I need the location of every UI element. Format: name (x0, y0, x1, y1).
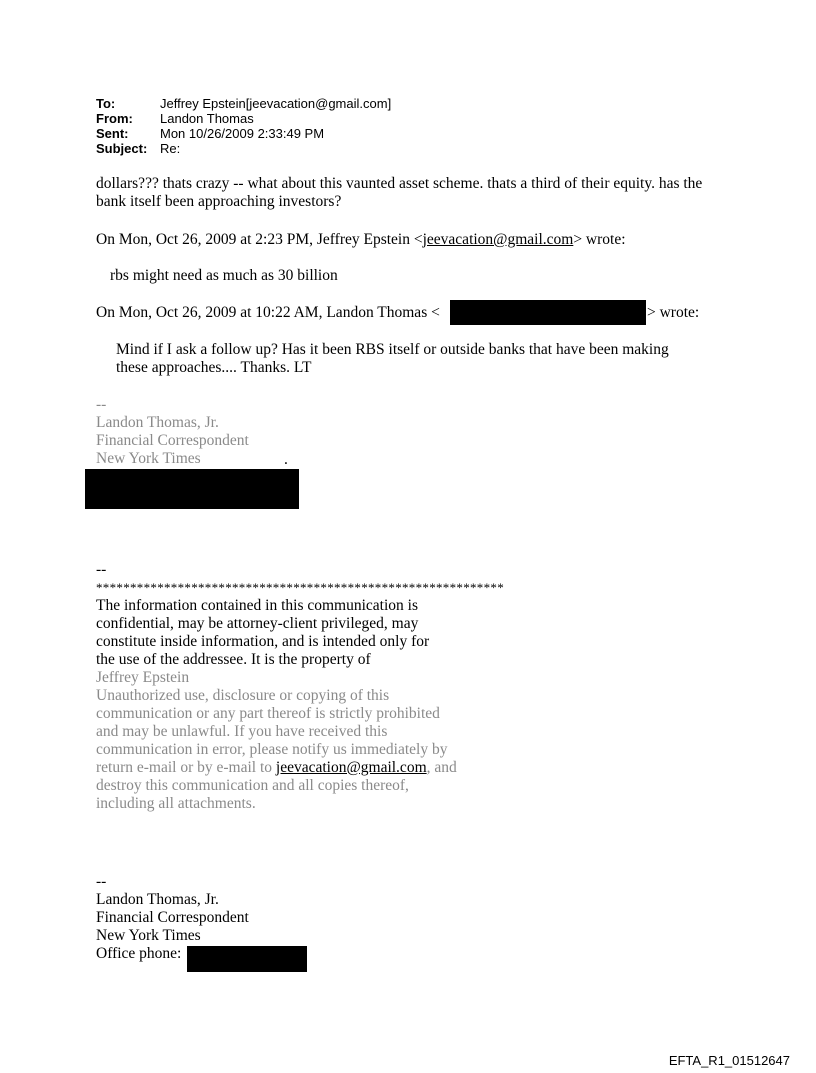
from-label: From: (96, 111, 133, 126)
epstein-message: rbs might need as much as 30 billion (110, 267, 338, 284)
redaction-box (85, 469, 299, 509)
thomas-message-line-2: these approaches.... Thanks. LT (116, 359, 312, 376)
reply-line-2: bank itself been approaching investors? (96, 193, 342, 210)
to-label: To: (96, 96, 116, 111)
subject-value: Re: (160, 141, 181, 156)
disclaimer-line: confidential, may be attorney-client privileged, may (96, 615, 419, 632)
header-to-row (96, 96, 391, 111)
sig1-title: Financial Correspondent (96, 432, 249, 449)
disclaimer-line: communication in error, please notify us immediately by (96, 741, 448, 758)
sent-value: Mon 10/26/2009 2:33:49 PM (160, 126, 325, 141)
quote1-suffix: > wrote: (573, 231, 626, 248)
disclaimer-email-link[interactable]: jeevacation@gmail.com (275, 759, 427, 776)
disclaimer-line: including all attachments. (96, 795, 256, 812)
quote1-prefix: On Mon, Oct 26, 2009 at 2:23 PM, Jeffrey Epstein < (96, 231, 423, 248)
disclaimer-stars: ************************************************************ (96, 580, 504, 595)
email-header (96, 96, 391, 156)
sig1-name: Landon Thomas, Jr. (96, 414, 219, 431)
redaction-box (450, 300, 646, 325)
quote-attribution-1 (96, 231, 626, 249)
disclaimer (96, 561, 504, 813)
sig2-org: New York Times (96, 927, 201, 944)
thomas-message-line-1: Mind if I ask a follow up? Has it been RBS itself or outside banks that have been making (116, 341, 669, 358)
redaction-box (187, 946, 307, 972)
sig1-org: New York Times (96, 450, 201, 467)
sig1-dot: . (284, 451, 288, 468)
disclaimer-line10-prefix: return e-mail or by e-mail to (96, 759, 276, 776)
disclaimer-line: constitute inside information, and is intended only for (96, 633, 430, 650)
sent-label: Sent: (96, 126, 129, 141)
disclaimer-line (96, 759, 504, 777)
signature-quoted (96, 396, 249, 468)
disclaimer-line: communication or any part thereof is strictly prohibited (96, 705, 440, 722)
disclaimer-line10-suffix: , and (426, 759, 457, 776)
disclaimer-line: and may be unlawful. If you have received this (96, 723, 388, 740)
sig2-dashes: -- (96, 873, 107, 890)
to-value: Jeffrey Epstein[jeevacation@gmail.com] (160, 96, 392, 111)
quote-attribution-2 (96, 304, 440, 322)
quote1-email-link[interactable]: jeevacation@gmail.com (422, 231, 574, 248)
reply-line-1: dollars??? thats crazy -- what about this vaunted asset scheme. thats a third of their equity. has the (96, 175, 703, 192)
sig2-title: Financial Correspondent (96, 909, 249, 926)
disclaimer-line: Unauthorized use, disclosure or copying of this (96, 687, 390, 704)
header-subject-row (96, 141, 391, 156)
header-sent-row (96, 126, 391, 141)
sig1-dashes: -- (96, 396, 107, 413)
disclaimer-line: Jeffrey Epstein (96, 669, 190, 686)
disclaimer-line: The information contained in this communication is (96, 597, 418, 614)
document-id: EFTA_R1_01512647 (668, 1053, 790, 1068)
quote2-suffix: > wrote: (647, 304, 700, 321)
header-from-row (96, 111, 391, 126)
disclaimer-line: destroy this communication and all copies thereof, (96, 777, 409, 794)
quote2-prefix: On Mon, Oct 26, 2009 at 10:22 AM, Landon Thomas < (96, 304, 440, 321)
from-value: Landon Thomas (160, 111, 254, 126)
disclaimer-line: the use of the addressee. It is the property of (96, 651, 371, 668)
sig2-phone-label: Office phone: (96, 945, 182, 962)
sig2-name: Landon Thomas, Jr. (96, 891, 219, 908)
disclaimer-dashes: -- (96, 561, 107, 578)
subject-label: Subject: (96, 141, 148, 156)
